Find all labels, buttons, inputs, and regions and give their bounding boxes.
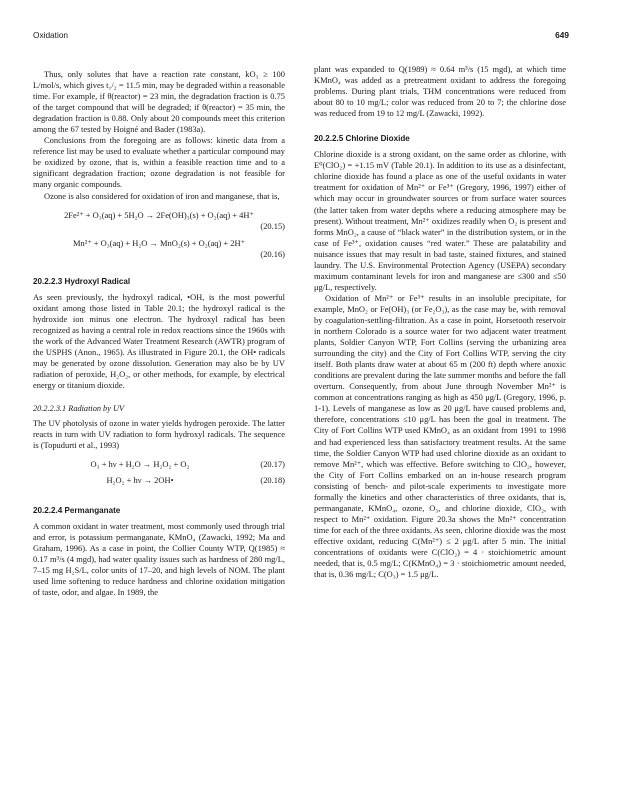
paragraph-conclusions: Conclusions from the foregoing are as follows: kinetic data from a reference list may be used to evaluate whether a particular compound may be oxidized by ozone, that is, within a feasible reaction time and to a significant degradation fraction; ozone degradation is not feasible for many organic compounds. — [33, 135, 285, 190]
equation-20-16 — [33, 238, 285, 260]
equation-20-17 — [33, 459, 285, 470]
paragraph-permanganate: A common oxidant in water treatment, most commonly used through trial and error, is potassium permanganate, KMnO₄ (Zawacki, 1992; Ma and Graham, 1996). As a case in point, the Collier County WTP, Q(1985) ≈ 0.17 m³/s (4 mgd), had water quality issues such as hardness of 280 mg/L, 7–15 mg H₂S/L, color units of 17–20, and high levels of NOM. The plant used lime softening to reduce hardness and chlorine oxidation mitigation of taste, odor, and algae. In 1989, the — [33, 520, 285, 597]
equation-text: O₃ + hν + H₂O → H₂O₂ + O₂ — [90, 459, 190, 470]
equation-number: (20.18) — [260, 475, 285, 486]
equation-number: (20.15) — [260, 220, 285, 231]
heading-radiation-uv: 20.2.2.3.1 Radiation by UV — [33, 404, 125, 414]
page-number: 649 — [555, 30, 569, 40]
equation-text: Mn²⁺ + O₃(aq) + H₂O → MnO₂(s) + O₂(aq) + 2H⁺ — [72, 237, 246, 248]
paragraph-iron-manganese: Ozone is also considered for oxidation of iron and manganese, that is, — [44, 190, 280, 201]
paragraph-permanganate-continued: plant was expanded to Q(1989) ≈ 0.64 m³/s (15 mgd), at which time KMnO₄ was added as a pretreatment oxidant to address the foregoing problems. During plant trials, THM concentrations were reduced from about 80 to 10 mg/L; color was reduced from 20 to 7; the chlorine dose was reduced from 19 to 12 mg/L (Zawacki, 1992). — [314, 64, 566, 119]
equation-number: (20.17) — [260, 459, 285, 470]
right-column — [314, 64, 566, 580]
paragraph-chlorine-dioxide: Chlorine dioxide is a strong oxidant, on the same order as chlorine, with E⁰(ClO₂) = +1.15 mV (Table 20.1). In addition to its use as a disinfectant, chlorine dioxide has found a place as one of the useful oxidants in water treatment for oxidation of Mn²⁺ or Fe³⁺ (Gregory, 1996, 1997) either of which may occur in groundwater sources or from surface water sources (the latter taken from water depths where a reducing atmosphere may be present). Without treatment, Mn²⁺ oxidizes readily when O₂ is present and forms MnO₂, a cause of “black water” in the distribution system, or in the case of Fe³⁺, oxidation causes “red water.” These are palatability and nuisance issues that may result in bad taste, stained fixtures, and stained laundry. The U.S. Environmental Protection Agency (USEPA) secondary maximum contaminant levels for iron and manganese are ≤300 and ≤50 μg/L, respectively. — [314, 149, 566, 292]
heading-permanganate: 20.2.2.4 Permanganate — [33, 505, 121, 515]
paragraph-radiation-uv: The UV photolysis of ozone in water yields hydrogen peroxide. The latter reacts in turn with UV radiation to form hydroxyl radicals. The sequence is (Topudurti et al., 1993) — [33, 418, 285, 451]
equation-text: 2Fe²⁺ + O₃(aq) + 5H₂O → 2Fe(OH)₃(s) + O₂(aq) + 4H⁺ — [64, 209, 254, 220]
equation-number: (20.16) — [260, 248, 285, 259]
equation-20-18 — [33, 475, 285, 486]
equation-text: H₂O₂ + hν → 2OH• — [106, 475, 174, 486]
heading-chlorine-dioxide: 20.2.2.5 Chlorine Dioxide — [314, 134, 410, 144]
left-column — [33, 64, 285, 598]
heading-hydroxyl-radical: 20.2.2.3 Hydroxyl Radical — [33, 276, 131, 286]
running-title: Oxidation — [33, 30, 69, 40]
paragraph-manganese-oxidation: Oxidation of Mn²⁺ or Fe³⁺ results in an insoluble precipitate, for example, MnO₂ or Fe(OH)₃ (or Fe₂O₃), as the case may be, with removal by coagulation-settling-filtration. As a case in point, Horsetooth reservoir in northern Colorado is a source water for two adjacent water treatment plants, Soldier Canyon WTP, Fort Collins (serving the urbanizing area surrounding the city) and the City of Fort Collins WTP, serving the city itself. Both plants draw water at about 65 m (200 ft) depth where anoxic conditions are prevalent during the late summer months and before the fall overturn. Consequently, from about June through November Mn²⁺ is common at concentrations ranging as high as 450 μg/L (Gregory, 1996, p. 1-1). Levels of manganese as low as 20 μg/L have caused problems and, therefore, concentrations ≤10 μg/L has been the goal in treatment. The City of Fort Collins WTP used KMnO₄ as an oxidant from 1991 to 1998 and had experienced less than satisfactory treatment results. At the same time, the Soldier Canyon WTP had used chlorine dioxide as an oxidant to remove Mn²⁺, which was effective. Before switching to ClO₂, however, the City of Fort Collins embarked on an in-house research program consisting of bench- and pilot-scale experiments to investigate more formally the kinetics and other characteristics of three oxidants, that is, permanganate, KMnO₄, ozone, O₃, and chlorine dioxide, ClO₂, with respect to Mn²⁺ oxidation. Figure 20.3a shows the Mn²⁺ concentration time for each of the three oxidants. As seen, chlorine dioxide was the most effective oxidant, reducing C(Mn²⁺) ≤ 2 μg/L after 5 min. The initial concentrations of oxidants were C(ClO₂) = 4 · stoichiometric amount needed, that is, 0.5 mg/L; C(KMnO₄) = 3 · stoichiometric amount needed, that is, 0.36 mg/L; C(O₃) = 1.5 μg/L. — [314, 292, 566, 580]
paragraph-ozone-kinetics: Thus, only solutes that have a reaction rate constant, kO₃ ≥ 100 L/mol/s, which gives t₁/₂ = 11.5 min, may be degraded within a reasonable time. For example, if θ(reactor) = 23 min, the degradation fraction is 0.75 of the target compound that will be degraded; if θ(reactor) = 35 min, the degradation fraction is 0.88. Only about 20 compounds meet this criterion among the 67 tested by Hoigné and Bader (1983a). — [33, 69, 285, 135]
equation-20-15 — [33, 210, 285, 232]
paragraph-hydroxyl-radical: As seen previously, the hydroxyl radical, •OH, is the most powerful oxidant among those listed in Table 20.1; the hydroxyl radical is the hydroxide ion minus one electron. The hydroxyl radical has been recognized as having a central role in redox reactions since the 1960s with the work of the Advanced Water Treatment Research (AWTR) program of the USPHS (Anon., 1965). As illustrated in Figure 20.1, the OH• radicals may be generated by ozone dissolution. Generation may also be by UV radiation of peroxide, H₂O₂, or other methods, for example, by electrical energy or titanium dioxide. — [33, 291, 285, 391]
